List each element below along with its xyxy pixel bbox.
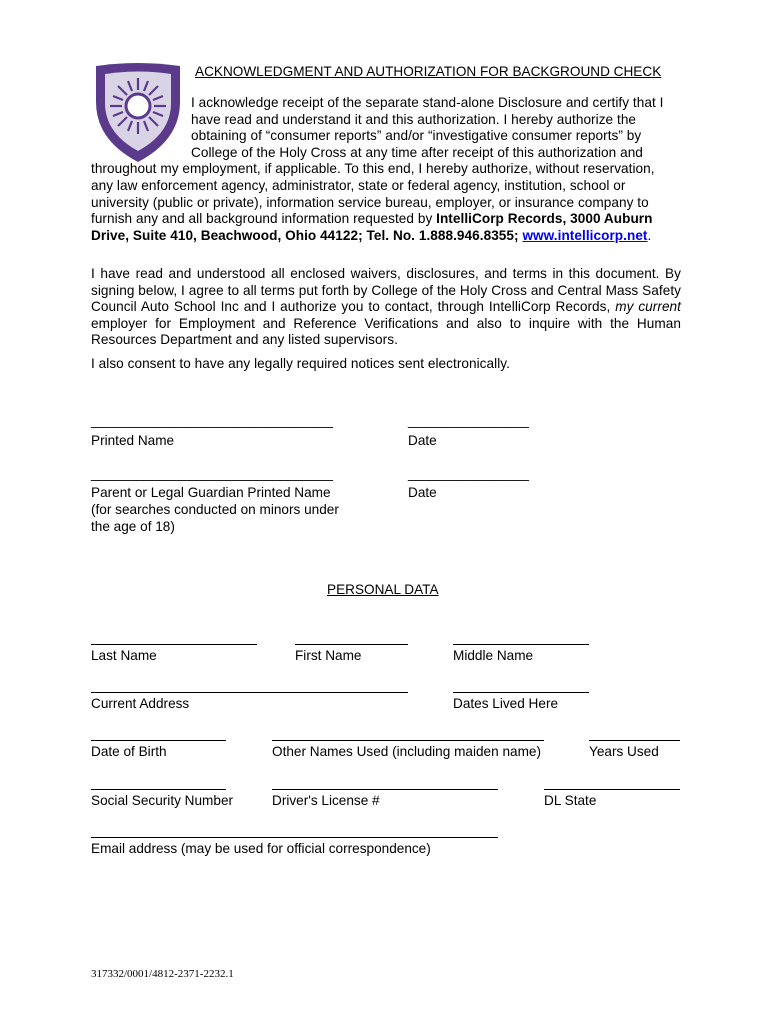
dob-line[interactable]: [91, 740, 226, 741]
para1-end: .: [647, 227, 652, 243]
terms-paragraph: [91, 266, 681, 349]
first-name-line[interactable]: [295, 644, 408, 645]
guardian-name-blank[interactable]: ________________________________: [91, 466, 333, 481]
last-name-label: Last Name: [91, 648, 157, 663]
other-names-label: Other Names Used (including maiden name): [272, 744, 541, 759]
current-address-label: Current Address: [91, 696, 190, 711]
date2-blank[interactable]: ________________: [408, 466, 529, 481]
intellicorp-link[interactable]: www.intellicorp.net: [522, 227, 648, 243]
first-name-label: First Name: [295, 648, 362, 663]
para2-italic: my current: [615, 299, 681, 315]
date1-blank[interactable]: ________________: [408, 413, 529, 428]
para1-line-2: have read and understand it and this authorization. I hereby authorize the: [191, 111, 637, 127]
email-line[interactable]: [91, 837, 498, 838]
para1-line-3: obtaining of “consumer reports” and/or “investigative consumer reports” by: [191, 128, 642, 144]
para1-rest: throughout my employment, if applicable. To this end, I hereby authorize, without reservation, any law enforcement agency, administrator, state or federal agency, institution, school or university (public or private), information service bureau, employer, or insurance company to furnish any and all background information requested by: [91, 161, 655, 227]
dates-lived-line[interactable]: [453, 692, 589, 693]
para1-line-1: I acknowledge receipt of the separate stand-alone Disclosure and certify that I: [191, 95, 664, 110]
consent-paragraph: I also consent to have any legally required notices sent electronically.: [91, 356, 510, 371]
printed-name-blank[interactable]: ________________________________: [91, 413, 333, 428]
dl-state-label: DL State: [544, 793, 597, 808]
document-code: 317332/0001/4812-2371-2232.1: [91, 968, 234, 980]
last-name-line[interactable]: [91, 644, 257, 645]
ssn-label: Social Security Number: [91, 793, 234, 808]
guardian-label-3: the age of 18): [91, 519, 175, 534]
dl-state-line[interactable]: [544, 789, 680, 790]
guardian-label-1: Parent or Legal Guardian Printed Name: [91, 485, 331, 500]
printed-name-label: Printed Name: [91, 433, 175, 448]
middle-name-line[interactable]: [453, 644, 589, 645]
dob-label: Date of Birth: [91, 744, 167, 759]
email-label: Email address (may be used for official correspondence): [91, 841, 431, 856]
intellicorp-address: IntelliCorp Records, 3000 Auburn Drive, Suite 410, Beachwood, Ohio 44122; Tel. No. 1.888.946.8355;: [91, 211, 653, 243]
document-title: ACKNOWLEDGMENT AND AUTHORIZATION FOR BACKGROUND CHECK: [195, 64, 662, 79]
para2-end: employer for Employment and Reference Verifications and also to inquire with the Human Resources Department and any listed supervisors.: [91, 315, 681, 348]
years-used-label: Years Used: [589, 744, 659, 759]
middle-name-label: Middle Name: [453, 648, 534, 663]
date2-label: Date: [408, 485, 437, 500]
current-address-line[interactable]: [91, 692, 408, 693]
drivers-license-label: Driver's License #: [272, 793, 380, 808]
ssn-line[interactable]: [91, 789, 226, 790]
years-used-line[interactable]: [589, 740, 680, 741]
other-names-line[interactable]: [272, 740, 544, 741]
drivers-license-line[interactable]: [272, 789, 498, 790]
personal-data-heading: PERSONAL DATA: [327, 582, 439, 597]
authorization-paragraph: [91, 95, 676, 244]
guardian-label-2: (for searches conducted on minors under: [91, 502, 339, 517]
date1-label: Date: [408, 433, 437, 448]
dates-lived-label: Dates Lived Here: [453, 696, 559, 711]
para1-line-4: College of the Holy Cross at any time after receipt of this authorization and: [191, 144, 643, 160]
para2-start: I have read and understood all enclosed waivers, disclosures, and terms in this document. By signing below, I agree to all terms put forth by College of the Holy Cross and Central Mass Safety Council Auto School Inc and I authorize you to contact, through IntelliCorp Records,: [91, 266, 681, 315]
